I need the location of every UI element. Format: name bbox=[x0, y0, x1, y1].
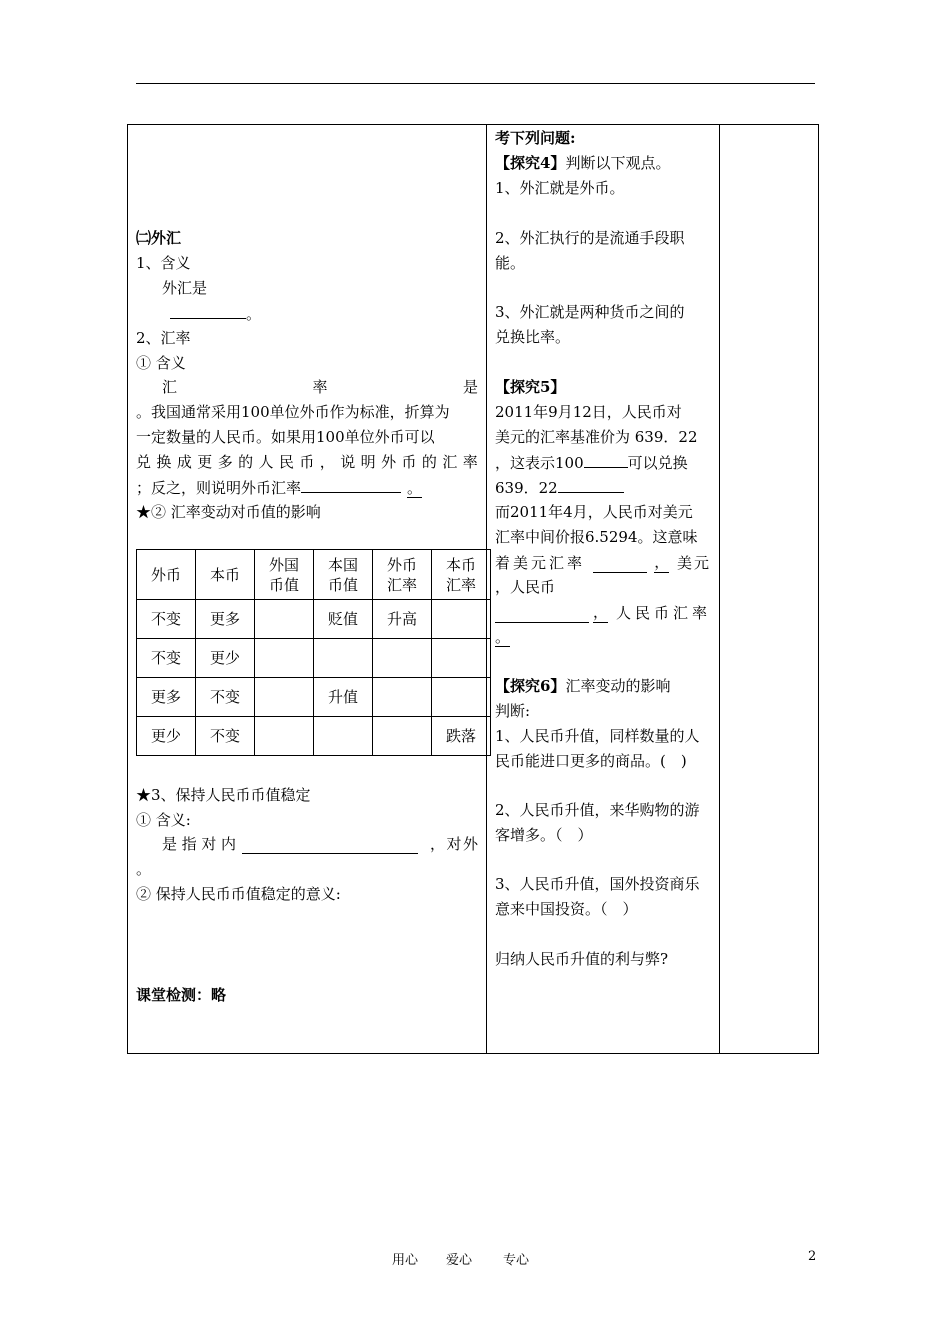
table-header-cell: 本币 汇率 bbox=[432, 550, 491, 600]
footer-motto-3: 专心 bbox=[503, 1253, 530, 1268]
table-cell bbox=[255, 639, 314, 678]
explore6-text: 汇率变动的影响 bbox=[565, 677, 671, 695]
explore6-item-2b: 客增多。（ ） bbox=[495, 826, 593, 844]
amount-blank bbox=[558, 477, 624, 493]
explore5-line-8: ，人民币 bbox=[495, 578, 556, 596]
stable-def-prefix: 是 指 对 内 bbox=[162, 835, 236, 853]
para-char: 说 bbox=[340, 453, 356, 471]
para-char: 的 bbox=[238, 453, 254, 471]
footer-motto-1: 用心 bbox=[392, 1253, 419, 1268]
explore5-line-4 bbox=[495, 477, 624, 498]
table-row bbox=[137, 717, 491, 756]
explore4-item-3a: 3、外汇就是两种货币之间的 bbox=[495, 303, 685, 321]
explore5-comma-2: ， bbox=[593, 603, 609, 621]
rate-paragraph-line-3 bbox=[136, 452, 478, 472]
explore6-item-1b: 民币能进口更多的商品。( ) bbox=[495, 752, 687, 770]
table-header-cell: 本币 bbox=[196, 550, 255, 600]
para-char: ， bbox=[319, 453, 335, 471]
rate-effect-table bbox=[136, 549, 491, 756]
summary-question: 归纳人民币升值的利与弊? bbox=[495, 950, 669, 968]
explore4-heading bbox=[495, 153, 670, 173]
explore6-tag: 【探究6】 bbox=[495, 677, 566, 695]
fx-definition-prefix: 外汇是 bbox=[162, 279, 208, 297]
table-header-cell: 外币 bbox=[137, 550, 196, 600]
para-char: 汇 bbox=[442, 453, 458, 471]
explore6-item-3a: 3、人民币升值，国外投资商乐 bbox=[495, 875, 700, 893]
para-char: 换 bbox=[156, 453, 172, 471]
table-cell: 更多 bbox=[196, 600, 255, 639]
explore5-amount: 639．22 bbox=[495, 479, 558, 497]
para4-text: ；反之，则说明外币汇率 bbox=[136, 479, 302, 497]
explore5-end: 。 bbox=[495, 628, 511, 646]
rate-definition-line bbox=[162, 377, 478, 397]
rate-def-char: 汇 bbox=[162, 378, 178, 396]
fx-definition-blank-line bbox=[170, 303, 261, 324]
table-row bbox=[137, 678, 491, 717]
table-cell bbox=[432, 639, 491, 678]
explore6-item-2a: 2、人民币升值，来华购物的游 bbox=[495, 801, 700, 819]
para-char: 更 bbox=[197, 453, 213, 471]
explore4-item-2b: 能。 bbox=[495, 254, 526, 272]
star-rate-change-heading: ★② 汇率变动对币值的影响 bbox=[136, 503, 321, 521]
table-cell: 贬值 bbox=[314, 600, 373, 639]
rate-def-char: 率 bbox=[312, 378, 328, 396]
stable-def-suffix: ， 对 外 bbox=[430, 835, 478, 853]
para-char: 民 bbox=[278, 453, 294, 471]
para-char: 币 bbox=[299, 453, 315, 471]
table-cell bbox=[373, 678, 432, 717]
para-char: 币 bbox=[401, 453, 417, 471]
currency-blank bbox=[584, 452, 628, 468]
para-char: 多 bbox=[217, 453, 233, 471]
explore5-line-1: 2011年9月12日，人民币对 bbox=[495, 403, 682, 421]
explore4-item-3b: 兑换比率。 bbox=[495, 328, 571, 346]
explore5-line-9 bbox=[495, 602, 711, 623]
table-cell: 升高 bbox=[373, 600, 432, 639]
explore4-text: 判断以下观点。 bbox=[565, 154, 671, 172]
explore6-item-3b: 意来中国投资。（ ） bbox=[495, 900, 638, 918]
table-cell: 更少 bbox=[137, 717, 196, 756]
explore4-item-2a: 2、外汇执行的是流通手段职 bbox=[495, 229, 685, 247]
explore4-item-1: 1、外汇就是外币。 bbox=[495, 179, 625, 197]
para-char: 兑 bbox=[136, 453, 152, 471]
explore5-usd: 美元 bbox=[676, 554, 711, 572]
table-header-row bbox=[137, 550, 491, 600]
rate-def-char: 是 bbox=[462, 378, 478, 396]
table-cell bbox=[432, 678, 491, 717]
table-header-cell: 外国 币值 bbox=[255, 550, 314, 600]
sub-stable-meaning: ① 含义: bbox=[136, 811, 191, 829]
table-cell bbox=[373, 717, 432, 756]
explore5-line-10 bbox=[495, 627, 510, 647]
rmb-value-blank bbox=[495, 607, 589, 623]
table-cell: 升值 bbox=[314, 678, 373, 717]
column-divider-2 bbox=[719, 125, 720, 1053]
table-header-cell: 外币 汇率 bbox=[373, 550, 432, 600]
explore5-line-7 bbox=[495, 552, 711, 573]
table-cell bbox=[255, 678, 314, 717]
para-char: 的 bbox=[421, 453, 437, 471]
explore6-heading bbox=[495, 676, 670, 696]
sub-meaning: ① 含义 bbox=[136, 354, 186, 372]
para-char: 成 bbox=[176, 453, 192, 471]
item-exchange-rate: 2、汇率 bbox=[136, 329, 191, 347]
table-cell: 不变 bbox=[137, 600, 196, 639]
rate-direction-blank bbox=[301, 477, 401, 493]
table-cell bbox=[373, 639, 432, 678]
para-char: 人 bbox=[258, 453, 274, 471]
explore5-tag: 【探究5】 bbox=[495, 378, 566, 396]
fx-definition-blank bbox=[170, 303, 246, 319]
item-meaning: 1、含义 bbox=[136, 254, 191, 272]
table-cell: 更少 bbox=[196, 639, 255, 678]
table-cell bbox=[432, 600, 491, 639]
rate-paragraph-line-1: 。我国通常采用100单位外币作为标准，折算为 bbox=[136, 403, 450, 421]
explore5-line-3-suffix: 可以兑换 bbox=[627, 454, 688, 472]
rate-paragraph-line-4 bbox=[136, 477, 422, 498]
stable-def-blank bbox=[242, 838, 418, 854]
explore6-item-1a: 1、人民币升值，同样数量的人 bbox=[495, 727, 700, 745]
explore6-judge: 判断: bbox=[495, 702, 531, 720]
class-check: 课堂检测：略 bbox=[136, 986, 227, 1004]
section-title: ㈡外汇 bbox=[136, 229, 182, 247]
fx-definition-end: 。 bbox=[246, 305, 262, 323]
rate-paragraph-line-2: 一定数量的人民币。如果用100单位外币可以 bbox=[136, 428, 435, 446]
table-row bbox=[137, 639, 491, 678]
explore5-line-5: 而2011年4月，人民币对美元 bbox=[495, 503, 693, 521]
explore5-line-3-prefix: ，这表示100 bbox=[495, 454, 584, 472]
star-stable-currency-heading: ★3、保持人民币币值稳定 bbox=[136, 786, 311, 804]
usd-rate-blank bbox=[593, 557, 647, 573]
para-char: 率 bbox=[462, 453, 478, 471]
table-cell: 更多 bbox=[137, 678, 196, 717]
sub-stable-significance: ② 保持人民币币值稳定的意义: bbox=[136, 885, 341, 903]
footer-motto-2: 爱心 bbox=[446, 1253, 473, 1268]
intro-line: 考下列问题: bbox=[495, 129, 576, 147]
para4-end: 。 bbox=[407, 479, 423, 497]
table-cell bbox=[255, 717, 314, 756]
explore5-line-3 bbox=[495, 452, 688, 473]
stable-def-end: 。 bbox=[136, 860, 152, 878]
explore5-line-6: 汇率中间价报6.5294。这意味 bbox=[495, 528, 698, 546]
table-cell: 不变 bbox=[137, 639, 196, 678]
table-row bbox=[137, 600, 491, 639]
table-cell: 不变 bbox=[196, 717, 255, 756]
table-cell: 不变 bbox=[196, 678, 255, 717]
table-header-cell: 本国 币值 bbox=[314, 550, 373, 600]
para-char: 明 bbox=[360, 453, 376, 471]
table-cell: 跌落 bbox=[432, 717, 491, 756]
table-cell bbox=[314, 639, 373, 678]
explore5-line-7-text: 着美元汇率 bbox=[495, 554, 586, 572]
stable-definition-line bbox=[162, 834, 478, 854]
explore5-rmb-rate: 人民币汇率 bbox=[615, 604, 711, 622]
table-cell bbox=[314, 717, 373, 756]
header-rule bbox=[136, 83, 815, 84]
page-number: 2 bbox=[808, 1249, 817, 1264]
para-char: 外 bbox=[381, 453, 397, 471]
explore5-comma: ， bbox=[654, 553, 670, 571]
table-cell bbox=[255, 600, 314, 639]
explore4-tag: 【探究4】 bbox=[495, 154, 566, 172]
explore5-line-2: 美元的汇率基准价为 639．22 bbox=[495, 428, 698, 446]
